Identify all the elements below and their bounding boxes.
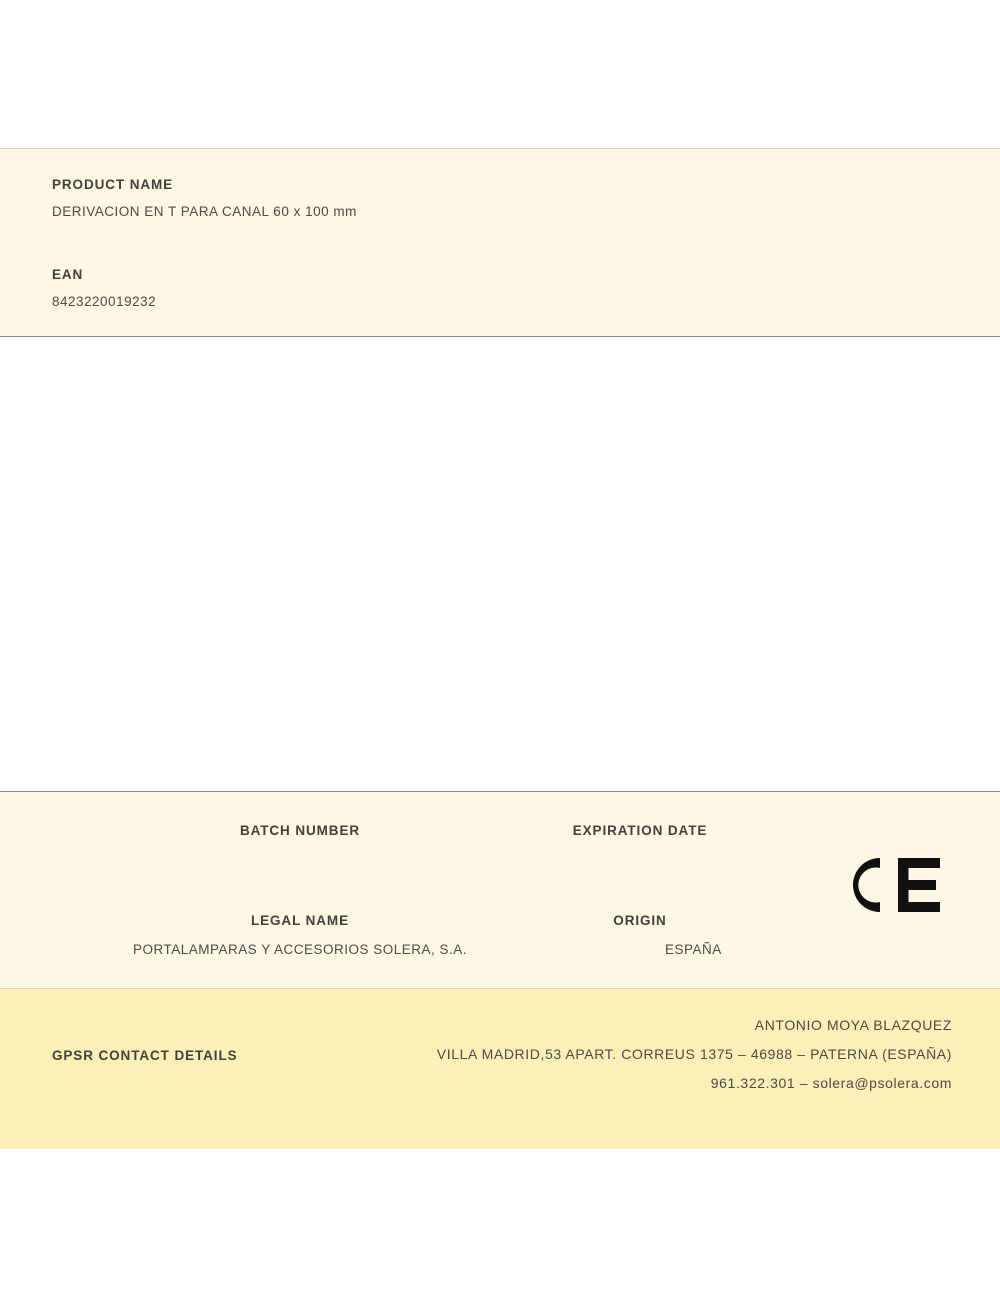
ean-value: 8423220019232 xyxy=(52,294,157,309)
product-name-field xyxy=(52,177,357,219)
batch-number-field xyxy=(100,823,500,868)
origin-label: ORIGIN xyxy=(613,913,667,928)
legal-name-value: PORTALAMPARAS Y ACCESORIOS SOLERA, S.A. xyxy=(132,942,468,957)
batch-number-label: BATCH NUMBER xyxy=(239,823,361,838)
batch-number-value xyxy=(100,852,500,868)
gpsr-contact-label: GPSR CONTACT DETAILS xyxy=(52,1047,238,1063)
gpsr-contact-block xyxy=(0,989,1000,1149)
origin-field xyxy=(560,913,840,958)
product-name-label: PRODUCT NAME xyxy=(52,177,174,192)
expiration-date-field xyxy=(560,823,840,868)
ce-mark-icon xyxy=(840,854,952,916)
origin-value: ESPAÑA xyxy=(665,942,722,957)
product-name-value: DERIVACION EN T PARA CANAL 60 x 100 mm xyxy=(52,204,357,219)
gpsr-contact-line: 961.322.301 – solera@psolera.com xyxy=(710,1075,952,1091)
ean-label: EAN xyxy=(52,267,84,282)
gpsr-contact-line: ANTONIO MOYA BLAZQUEZ xyxy=(754,1017,952,1033)
expiration-date-value xyxy=(560,852,840,868)
gpsr-contact-details xyxy=(437,1017,952,1091)
legal-name-label: LEGAL NAME xyxy=(250,913,349,928)
image-placeholder-area xyxy=(0,337,1000,791)
product-info-block xyxy=(0,148,1000,337)
page-footer-area xyxy=(0,1149,1000,1300)
legal-name-field xyxy=(100,913,500,958)
gpsr-contact-line: VILLA MADRID,53 APART. CORREUS 1375 – 46988 – PATERNA (ESPAÑA) xyxy=(436,1046,952,1062)
batch-legal-block xyxy=(0,791,1000,989)
expiration-date-label: EXPIRATION DATE xyxy=(572,823,708,838)
ean-field xyxy=(52,267,156,309)
